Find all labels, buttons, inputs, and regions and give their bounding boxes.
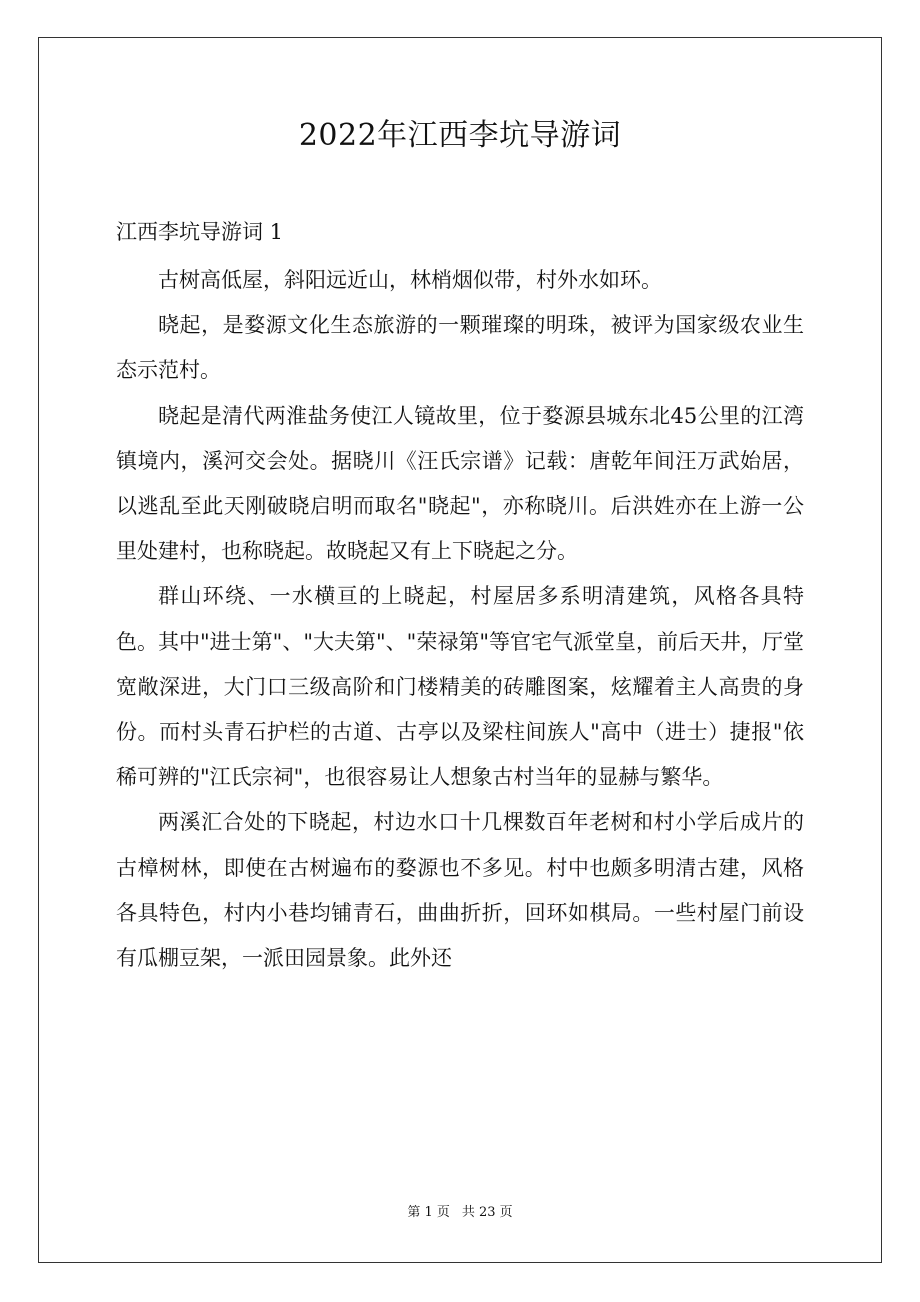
paragraph: 古树高低屋，斜阳远近山，林梢烟似带，村外水如环。 xyxy=(158,268,662,292)
page-total: 共 23 页 xyxy=(461,1205,513,1220)
paragraph: 两溪汇合处的下晓起，村边水口十几棵数百年老树和村小学后成片的古樟树林，即使在古树遍布的婺源也不多见。村中也颇多明清古建，风格各具特色，村内小巷均铺青石，曲曲折折，回环如棋局。一些村屋门前设有瓜棚豆架，一派田园景象。此外还 xyxy=(116,810,804,971)
document-body xyxy=(116,258,804,981)
paragraph: 晓起是清代两淮盐务使江人镜故里，位于婺源县城东北45公里的江湾镇境内，溪河交会处。据晓川《汪氏宗谱》记载：唐乾年间汪万武始居，以逃乱至此天刚破晓启明而取名"晓起"，亦称晓川。后洪姓亦在上游一公里处建村，也称晓起。故晓起又有上下晓起之分。 xyxy=(116,403,804,564)
page-number: 第 1 页 xyxy=(407,1205,450,1220)
section-heading: 江西李坑导游词 1 xyxy=(116,220,284,244)
page-footer xyxy=(0,1204,920,1222)
document-title: 2022年江西李坑导游词 xyxy=(298,118,622,153)
paragraph: 晓起，是婺源文化生态旅游的一颗璀璨的明珠，被评为国家级农业生态示范村。 xyxy=(116,313,804,383)
paragraph: 群山环绕、一水横亘的上晓起，村屋居多系明清建筑，风格各具特色。其中"进士第"、"大夫第"、"荣禄第"等官宅气派堂皇，前后天井，厅堂宽敞深进，大门口三级高阶和门楼精美的砖雕图案，炫耀着主人高贵的身份。而村头青石护栏的古道、古亭以及梁柱间族人"高中（进士）捷报"依稀可辨的"江氏宗祠"，也很容易让人想象古村当年的显赫与繁华。 xyxy=(116,584,804,790)
